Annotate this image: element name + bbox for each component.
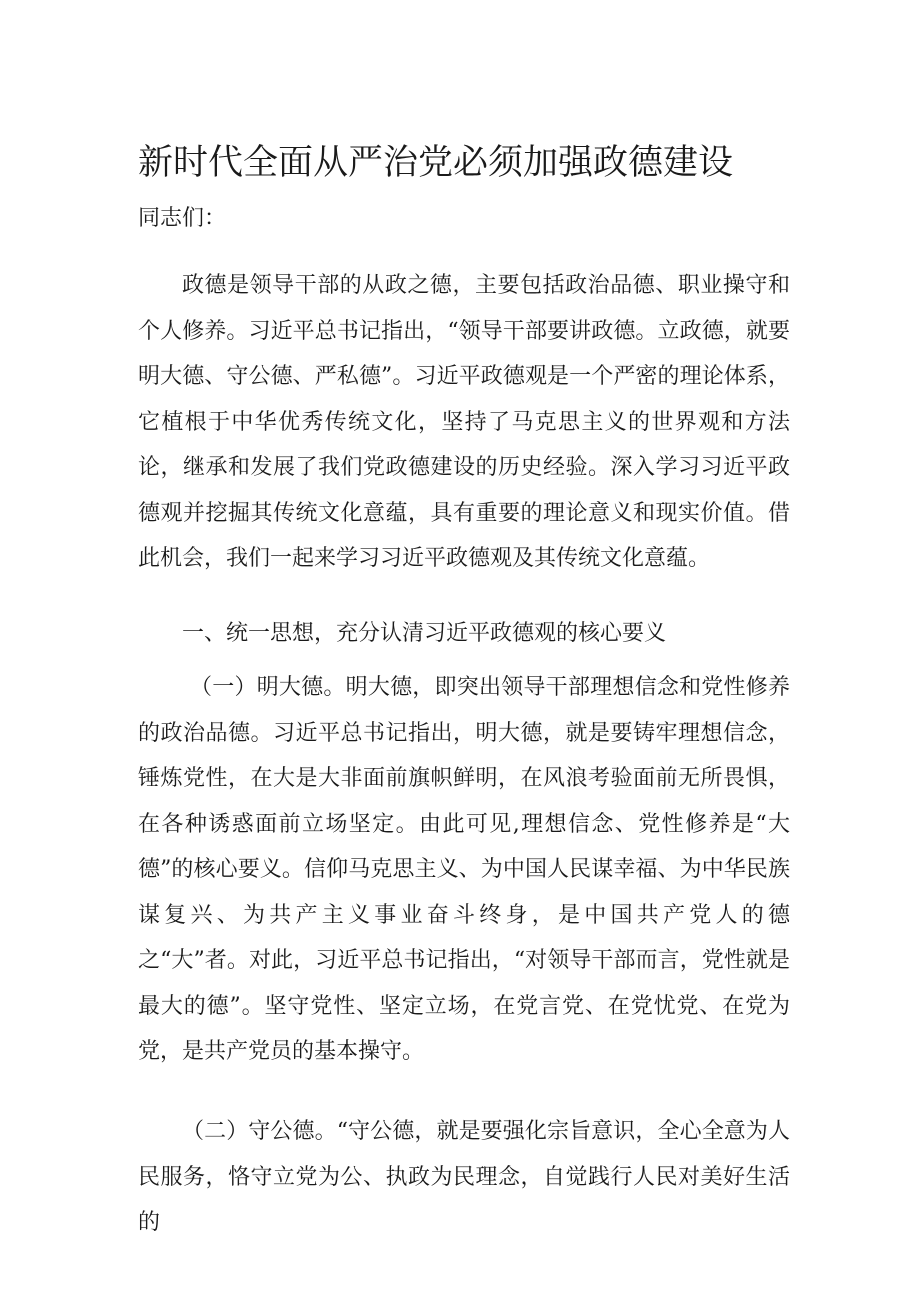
document-title: 新时代全面从严治党必须加强政德建设	[138, 143, 734, 183]
salutation: 同志们：	[138, 206, 227, 231]
paragraph-shou-gong-de: （二）守公德。“守公德，就是要强化宗旨意识，全心全意为人民服务，恪守立党为公、执政为民理念，自觉践行人民对美好生活的	[138, 1119, 790, 1235]
section-heading-1: 一、统一思想，充分认清习近平政德观的核心要义	[182, 621, 667, 646]
paragraph-ming-da-de: （一）明大德。明大德，即突出领导干部理想信念和党性修养的政治品德。习近平总书记指出，明大德，就是要铸牢理想信念，锤炼党性，在大是大非面前旗帜鲜明，在风浪考验面前无所畏惧，在各种诱惑面前立场坚定。由此可见,理想信念、党性修养是“大德”的核心要义。信仰马克思主义、为中国人民谋幸福、为中华民族谋复兴、为共产主义事业奋斗终身，是中国共产党人的德之“大”者。对此，习近平总书记指出，“对领导干部而言，党性就是最大的德”。坚守党性、坚定立场，在党言党、在党忧党、在党为党，是共产党员的基本操守。	[138, 675, 790, 1064]
paragraph-intro: 政德是领导干部的从政之德，主要包括政治品德、职业操守和个人修养。习近平总书记指出，“领导干部要讲政德。立政德，就要明大德、守公德、严私德”。习近平政德观是一个严密的理论体系，它植根于中华优秀传统文化，坚持了马克思主义的世界观和方法论，继承和发展了我们党政德建设的历史经验。深入学习习近平政德观并挖掘其传统文化意蕴，具有重要的理论意义和现实价值。借此机会，我们一起来学习习近平政德观及其传统文化意蕴。	[138, 273, 790, 571]
